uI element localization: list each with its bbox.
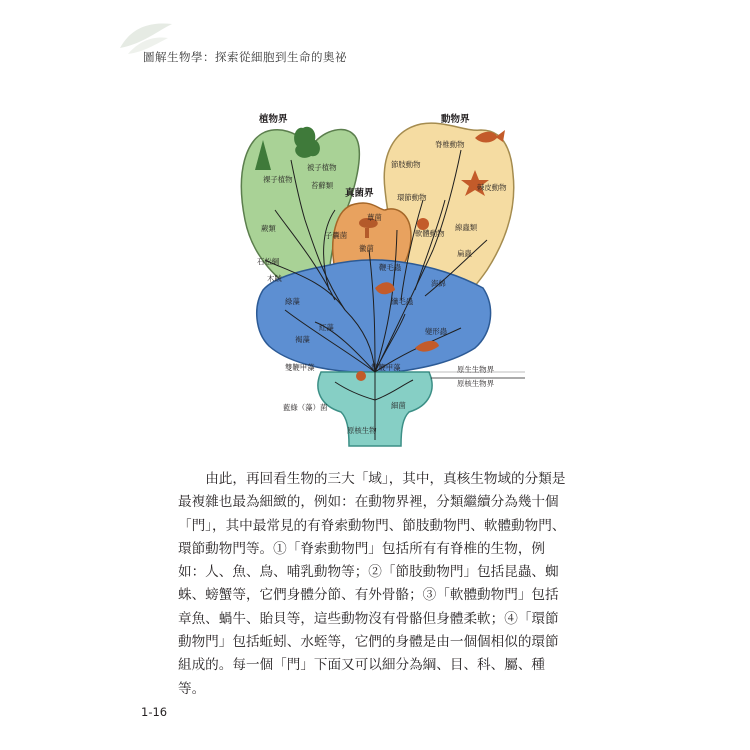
amoebas-label: 變形蟲 <box>425 327 448 336</box>
molds-label: 黴菌 <box>359 244 374 253</box>
prokaryote-label: 原核生物 <box>347 426 377 435</box>
mosses-label: 苔蘚類 <box>311 181 334 190</box>
nautilus-icon <box>356 371 366 381</box>
gymnosperms-label: 裸子植物 <box>263 175 293 184</box>
running-header: 圖解生物學：探索從細胞到生命的奧祕 <box>143 50 347 64</box>
dinoflagellates-right-label: 雙鞭甲藻 <box>371 363 401 372</box>
tree-icon <box>294 127 320 158</box>
protist-kingdom-boundary-label: 原生生物界 <box>457 365 494 374</box>
brown-algae-label: 褐藻 <box>295 335 310 344</box>
sac-fungi-label: 子囊菌 <box>325 231 348 240</box>
dinoflagellates-left-label: 雙鞭甲藻 <box>285 363 315 372</box>
flatworms-label: 線蟲類 <box>455 223 478 232</box>
green-algae-label: 綠藻 <box>285 297 300 306</box>
ferns-label: 蕨類 <box>261 224 276 233</box>
mushrooms-label: 蕈菌 <box>367 213 382 222</box>
fungi-kingdom-label: 真菌界 <box>345 188 374 199</box>
mollusks-label: 軟體動物 <box>415 229 445 238</box>
body-text <box>178 468 570 701</box>
ciliates-label: 纖毛蟲 <box>391 297 414 306</box>
arthropods-label: 節肢動物 <box>391 160 421 169</box>
tree-of-life-figure <box>225 100 525 450</box>
roundworms-label: 扁蟲 <box>457 249 472 258</box>
vertebrates-label: 脊椎動物 <box>435 140 465 149</box>
protist-kingdom-region <box>257 260 491 372</box>
horsetails-label: 木賊 <box>267 274 282 283</box>
body-paragraph: 由此，再回看生物的三大「域」，其中，真核生物域的分類是最複雜也最為細緻的，例如：在動物界裡，分類繼續分為幾十個「門」，其中最常見的有脊索動物門、節肢動物門、軟體動物門、環節動物門等。①「脊索動物門」包括所有有脊椎的生物，例如：人、魚、鳥、哺乳動物等；②「節肢動物門」包括昆蟲、蜘蛛、螃蟹等，它們身體分節、有外骨骼；③「軟體動物門」包括章魚、蝸牛、貽貝等，這些動物沒有骨骼但身體柔軟；④「環節動物門」包括蚯蚓、水蛭等，它們的身體是由一個個相似的環節組成的。每一個「門」下面又可以細分為綱、目、科、屬、種等。 <box>178 471 566 697</box>
animal-kingdom-label: 動物界 <box>441 114 470 125</box>
red-algae-label: 紅藻 <box>319 323 334 332</box>
cyanobacteria-label: 藍綠（藻）菌 <box>283 403 328 412</box>
sponges-label: 海綿 <box>431 279 446 288</box>
plant-kingdom-label: 植物界 <box>259 114 288 125</box>
monera-kingdom-boundary-label: 原核生物界 <box>457 379 494 388</box>
annelids-label: 環節動物 <box>397 193 427 202</box>
lycopods-label: 石松綱 <box>257 257 280 266</box>
bacteria-label: 細菌 <box>391 401 406 410</box>
page-number: 1-16 <box>141 705 168 719</box>
angiosperms-label: 被子植物 <box>307 163 337 172</box>
echinoderms-label: 棘皮動物 <box>477 183 507 192</box>
flagellates-label: 鞭毛蟲 <box>379 263 402 272</box>
